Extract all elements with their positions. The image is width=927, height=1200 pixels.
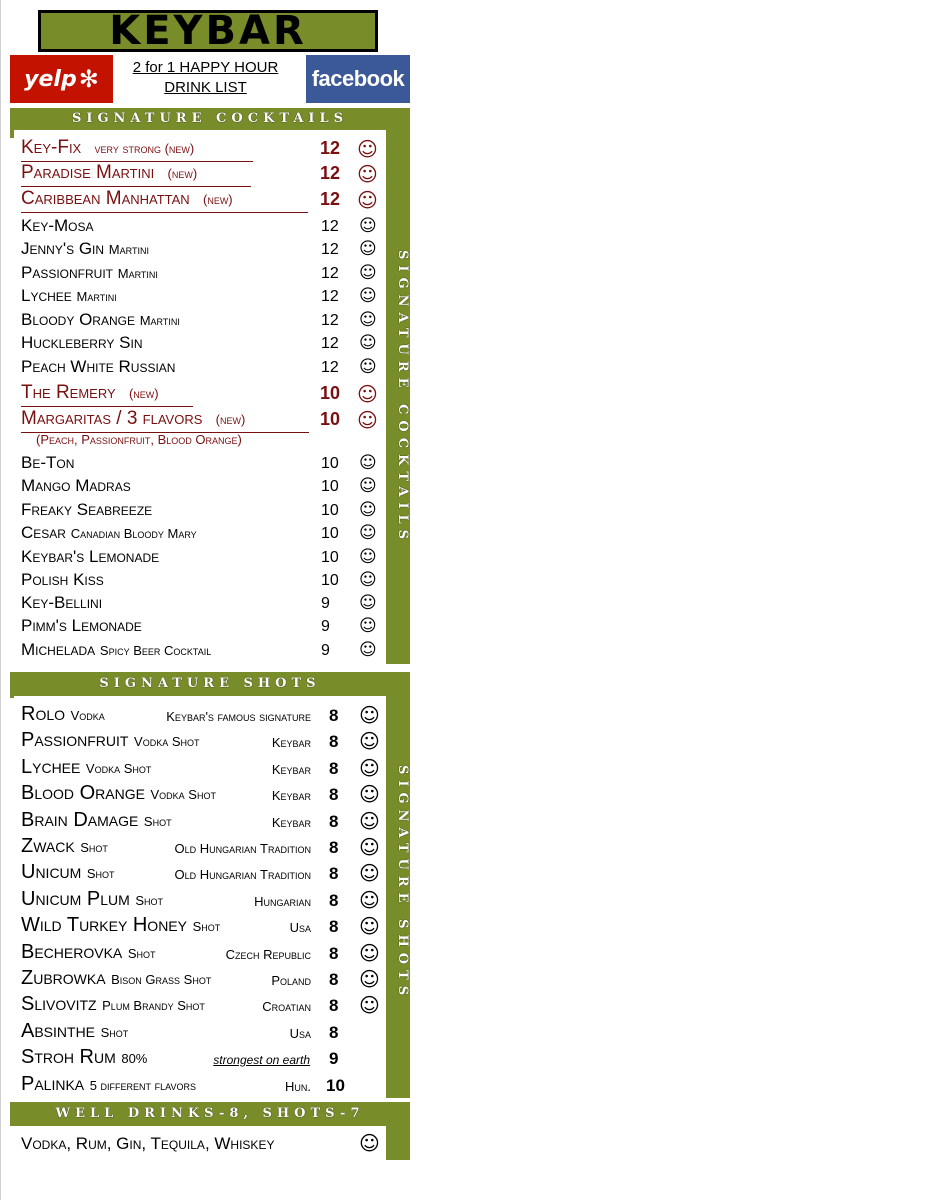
cocktail-price: 10 — [321, 478, 339, 495]
cocktail-name — [21, 137, 194, 159]
shot-name-detail: Plum Brandy Shot — [102, 998, 205, 1013]
shot-name — [21, 703, 105, 726]
cocktail-price: 12 — [320, 189, 341, 209]
shot-name-detail: Vodka Shot — [134, 734, 200, 749]
shot-name-main: Absinthe — [21, 1020, 96, 1042]
cocktail-name-detail: Martini — [117, 266, 158, 281]
cocktail-name — [21, 382, 159, 404]
cocktail-price: 12 — [321, 359, 339, 376]
shot-price: 8 — [329, 706, 339, 725]
shot-origin: Old Hungarian Tradition — [174, 841, 311, 856]
cocktail-price: 12 — [320, 163, 341, 183]
shot-name-detail: 80% — [121, 1051, 148, 1066]
shot-row — [21, 832, 383, 858]
cocktail-price: 12 — [321, 288, 339, 305]
smiley-icon: ☺ — [357, 408, 378, 432]
cocktail-name — [21, 333, 142, 353]
cocktail-name-main: Jenny's Gin — [21, 239, 105, 258]
shot-name-detail: Shot — [86, 866, 115, 881]
shot-name-main: Becherovka — [21, 941, 123, 963]
cocktail-name-main: Cesar — [21, 523, 66, 542]
cocktail-name-main: Lychee — [21, 286, 72, 305]
smiley-icon: ☺ — [359, 914, 380, 938]
shot-price: 8 — [329, 838, 339, 857]
happy-hour-title — [113, 58, 298, 98]
smiley-icon: ☺ — [359, 263, 377, 283]
cocktail-name-main: Passionfruit — [21, 263, 114, 282]
smiley-icon: ☺ — [359, 593, 377, 613]
cocktails-band: SIGNATURE COCKTAILS — [10, 108, 410, 130]
margarita-flavors-note: (Peach, Passionfruit, Blood Orange) — [36, 432, 242, 447]
cocktail-price: 9 — [321, 595, 330, 612]
cocktail-name — [21, 263, 158, 283]
smiley-icon: ☺ — [359, 286, 377, 306]
cocktail-price: 10 — [321, 572, 339, 589]
smiley-icon: ☺ — [359, 547, 377, 567]
shot-price: 8 — [329, 864, 339, 883]
shot-row — [21, 938, 383, 964]
smiley-icon: ☺ — [359, 967, 380, 991]
shot-price: 10 — [326, 1076, 345, 1095]
shot-row — [21, 885, 383, 911]
shot-origin: Keybar — [271, 735, 311, 750]
cocktail-row — [21, 567, 383, 590]
cocktail-name-detail: (new) — [128, 386, 159, 401]
cocktail-name — [21, 593, 102, 613]
cocktail-price: 10 — [320, 409, 341, 429]
shot-name — [21, 941, 155, 964]
shot-name — [21, 993, 205, 1016]
shot-name — [21, 756, 151, 779]
cocktail-name-main: Pimm's Lemonade — [21, 616, 142, 635]
cocktail-name-main: Caribbean Manhattan — [21, 188, 190, 209]
cocktail-name-detail: Spicy Beer Cocktail — [99, 643, 212, 658]
shot-price: 8 — [329, 917, 339, 936]
cocktail-name — [21, 162, 197, 184]
smiley-icon: ☺ — [359, 239, 377, 259]
smiley-icon: ☺ — [359, 941, 380, 965]
shot-name — [21, 1073, 196, 1096]
shot-name-main: Palinka — [21, 1073, 85, 1095]
cocktail-row — [21, 213, 383, 236]
cocktail-name-main: Margaritas / 3 flavors — [21, 408, 203, 429]
shot-name-detail: Shot — [143, 814, 172, 829]
cocktail-name-detail: very strong (new) — [94, 141, 195, 156]
shot-origin: Old Hungarian Tradition — [174, 867, 311, 882]
shot-name — [21, 861, 115, 884]
cocktail-name — [21, 408, 245, 430]
smiley-icon: ☺ — [357, 382, 378, 406]
cocktail-name — [21, 547, 159, 567]
shot-origin: Usa — [289, 1026, 311, 1041]
shot-name-main: Zubrowka — [21, 967, 106, 989]
cocktail-name-main: Huckleberry Sin — [21, 333, 143, 352]
cocktail-name-detail: Martini — [139, 313, 180, 328]
shot-price: 8 — [329, 759, 339, 778]
shot-name — [21, 1046, 147, 1069]
keybar-logo: KEYBAR — [38, 10, 378, 52]
shot-name — [21, 835, 108, 858]
shot-name — [21, 914, 220, 937]
cocktail-name-detail: (new) — [167, 166, 198, 181]
smiley-icon: ☺ — [359, 1131, 380, 1155]
cocktail-name-main: Bloody Orange — [21, 310, 135, 329]
shot-name-detail: Bison Grass Shot — [111, 972, 212, 987]
shot-origin: Keybar — [271, 762, 311, 777]
cocktail-name — [21, 640, 211, 660]
cocktail-name-main: Key-Mosa — [21, 216, 94, 235]
cocktail-name-detail: (new) — [215, 412, 246, 427]
smiley-icon: ☺ — [357, 137, 378, 161]
cocktail-price: 10 — [320, 383, 341, 403]
cocktail-row — [21, 544, 383, 567]
happy-hour-line-2: DRINK LIST — [164, 79, 247, 96]
cocktail-name — [21, 523, 197, 543]
cocktail-name-main: Polish Kiss — [21, 570, 104, 589]
shot-row — [21, 806, 383, 832]
shot-row — [21, 1017, 383, 1043]
cocktail-name — [21, 310, 180, 330]
shot-origin: Usa — [289, 920, 311, 935]
cocktail-row — [21, 260, 383, 283]
shot-row — [21, 779, 383, 805]
shot-origin: Hungarian — [254, 894, 311, 909]
cocktail-name-main: Peach White Russian — [21, 357, 176, 376]
smiley-icon: ☺ — [359, 835, 380, 859]
cocktail-name — [21, 500, 152, 520]
shot-name — [21, 809, 172, 832]
shot-name-detail: Vodka Shot — [85, 761, 152, 776]
cocktail-name-main: Be-Ton — [21, 453, 75, 472]
shot-name-detail: Vodka — [70, 708, 105, 723]
cocktail-name — [21, 188, 233, 210]
cocktail-name — [21, 216, 94, 236]
shot-price: 8 — [329, 785, 339, 804]
cocktail-row — [21, 590, 383, 613]
cocktail-name — [21, 357, 175, 377]
smiley-icon: ☺ — [359, 993, 380, 1017]
well-drinks-list: Vodka, Rum, Gin, Tequila, Whiskey — [21, 1134, 275, 1153]
shot-price: 8 — [329, 732, 339, 751]
well-side-bar — [386, 1102, 410, 1160]
smiley-icon: ☺ — [359, 310, 377, 330]
shot-name-detail: Shot — [100, 1025, 129, 1040]
cocktail-row — [21, 613, 383, 636]
shot-price: 8 — [329, 812, 339, 831]
shot-name-main: Lychee — [21, 756, 81, 778]
smiley-icon: ☺ — [359, 861, 380, 885]
shot-name-detail: Shot — [127, 946, 156, 961]
shot-name-main: Brain Damage — [21, 809, 139, 831]
shot-origin: Croatian — [262, 999, 311, 1014]
smiley-icon: ☺ — [357, 188, 378, 212]
cocktail-price: 10 — [321, 549, 339, 566]
shot-name-main: Zwack — [21, 835, 75, 857]
smiley-icon: ☺ — [359, 729, 380, 753]
smiley-icon: ☺ — [359, 500, 377, 520]
cocktail-name-detail: Martini — [76, 289, 117, 304]
smiley-icon: ☺ — [359, 570, 377, 590]
cocktail-name-main: Freaky Seabreeze — [21, 500, 153, 519]
shot-row — [21, 911, 383, 937]
cocktail-name — [21, 286, 117, 306]
shot-origin: Keybar — [271, 788, 311, 803]
shot-name — [21, 1020, 128, 1043]
cocktail-price: 12 — [320, 138, 341, 158]
cocktail-name-main: Michelada — [21, 640, 96, 659]
shot-row — [21, 858, 383, 884]
cocktail-row — [21, 381, 378, 407]
shot-row — [21, 700, 383, 726]
cocktail-row — [21, 161, 378, 187]
cocktail-row — [21, 307, 383, 330]
shot-origin: Czech Republic — [225, 947, 311, 962]
smiley-icon: ☺ — [357, 162, 378, 186]
cocktail-name-detail: Canadian Bloody Mary — [70, 526, 197, 541]
cocktail-price: 9 — [321, 618, 330, 635]
cocktail-row — [21, 473, 383, 496]
shot-name-detail: Vodka Shot — [150, 787, 216, 802]
yelp-burst-icon: ✻ — [78, 65, 99, 93]
cocktail-row — [21, 236, 383, 259]
cocktail-row — [21, 136, 378, 162]
cocktail-row — [21, 407, 378, 433]
smiley-icon: ☺ — [359, 523, 377, 543]
shot-name-detail: Shot — [80, 840, 108, 855]
shot-name-detail: Shot — [192, 919, 221, 934]
shot-origin: Poland — [271, 973, 311, 988]
shot-name-main: Blood Orange — [21, 782, 145, 804]
cocktail-row — [21, 187, 378, 213]
shots-left-stub — [10, 672, 14, 698]
yelp-label: yelp — [24, 66, 77, 92]
cocktail-price: 12 — [321, 265, 339, 282]
cocktail-row — [21, 520, 383, 543]
smiley-icon: ☺ — [359, 640, 377, 660]
cocktail-name-detail: (new) — [202, 192, 233, 207]
cocktail-row — [21, 330, 383, 353]
smiley-icon: ☺ — [359, 453, 377, 473]
cocktail-name-main: Mango Madras — [21, 476, 131, 495]
shot-name-main: Rolo — [21, 703, 66, 725]
cocktails-side-title: SIGNATURE COCKTAILS — [395, 250, 410, 546]
shot-name-main: Stroh Rum — [21, 1046, 116, 1068]
shot-name-main: Wild Turkey Honey — [21, 914, 187, 936]
cocktail-name-main: The Remery — [21, 382, 116, 403]
cocktail-price: 10 — [321, 455, 339, 472]
smiley-icon: ☺ — [359, 809, 380, 833]
cocktail-price: 10 — [321, 525, 339, 542]
cocktail-name-main: Key-Bellini — [21, 593, 103, 612]
shot-row — [21, 1070, 383, 1096]
cocktail-price: 10 — [321, 502, 339, 519]
shot-name-main: Unicum — [21, 861, 82, 883]
cocktail-name — [21, 616, 142, 636]
cocktail-name-main: Paradise Martini — [21, 162, 155, 183]
cocktail-row — [21, 637, 383, 660]
shot-row — [21, 964, 383, 990]
cocktail-name — [21, 570, 104, 590]
well-drinks-band: WELL DRINKS-8, SHOTS-7 — [10, 1102, 410, 1126]
shot-origin: Keybar's famous signature — [166, 709, 311, 724]
smiley-icon: ☺ — [359, 357, 377, 377]
smiley-icon: ☺ — [359, 476, 377, 496]
shot-name — [21, 967, 211, 990]
shot-row — [21, 1043, 383, 1069]
shot-row — [21, 990, 383, 1016]
happy-hour-line-1: 2 for 1 HAPPY HOUR — [132, 59, 279, 76]
shot-price: 8 — [329, 996, 339, 1015]
shot-name-main: Slivovitz — [21, 993, 97, 1015]
cocktail-price: 12 — [321, 218, 339, 235]
shot-price: 8 — [329, 891, 339, 910]
smiley-icon: ☺ — [359, 703, 380, 727]
facebook-badge[interactable]: facebook — [306, 55, 410, 103]
shot-name-main: Unicum Plum — [21, 888, 130, 910]
smiley-icon: ☺ — [359, 782, 380, 806]
smiley-icon: ☺ — [359, 333, 377, 353]
shot-name-main: Passionfruit — [21, 729, 129, 751]
smiley-icon: ☺ — [359, 888, 380, 912]
smiley-icon: ☺ — [359, 616, 377, 636]
cocktail-name-detail: Martini — [108, 242, 149, 257]
shot-origin: Keybar — [271, 815, 311, 830]
shot-row — [21, 726, 383, 752]
shot-price: 8 — [329, 970, 339, 989]
cocktail-row — [21, 497, 383, 520]
cocktail-price: 12 — [321, 312, 339, 329]
shot-name — [21, 729, 200, 752]
cocktail-price: 9 — [321, 642, 330, 659]
cocktail-name-main: Key-Fix — [21, 137, 82, 158]
smiley-icon: ☺ — [359, 756, 380, 780]
cocktail-name-main: Keybar's Lemonade — [21, 547, 160, 566]
yelp-badge[interactable] — [10, 55, 113, 103]
shot-origin: strongest on earth — [213, 1053, 310, 1067]
shot-name — [21, 888, 163, 911]
cocktail-price: 12 — [321, 241, 339, 258]
cocktail-name — [21, 476, 131, 496]
cocktail-price: 12 — [321, 335, 339, 352]
cocktail-row — [21, 354, 383, 377]
cocktail-row — [21, 283, 383, 306]
shot-price: 8 — [329, 944, 339, 963]
shot-name-detail: Shot — [135, 893, 164, 908]
shot-row — [21, 753, 383, 779]
well-drinks-row — [21, 1128, 383, 1154]
page-edge-line — [0, 0, 1, 1200]
shots-band: SIGNATURE SHOTS — [10, 672, 410, 696]
cocktail-row — [21, 450, 383, 473]
shot-price: 8 — [329, 1023, 339, 1042]
shots-side-title: SIGNATURE SHOTS — [395, 765, 410, 1002]
shot-name-detail: 5 different flavors — [89, 1078, 196, 1093]
shot-price: 9 — [329, 1049, 339, 1068]
shot-name — [21, 782, 216, 805]
cocktails-left-stub — [10, 108, 14, 138]
cocktail-name — [21, 453, 74, 473]
smiley-icon: ☺ — [359, 216, 377, 236]
shot-origin: Hun. — [285, 1079, 311, 1094]
cocktail-name — [21, 239, 149, 259]
